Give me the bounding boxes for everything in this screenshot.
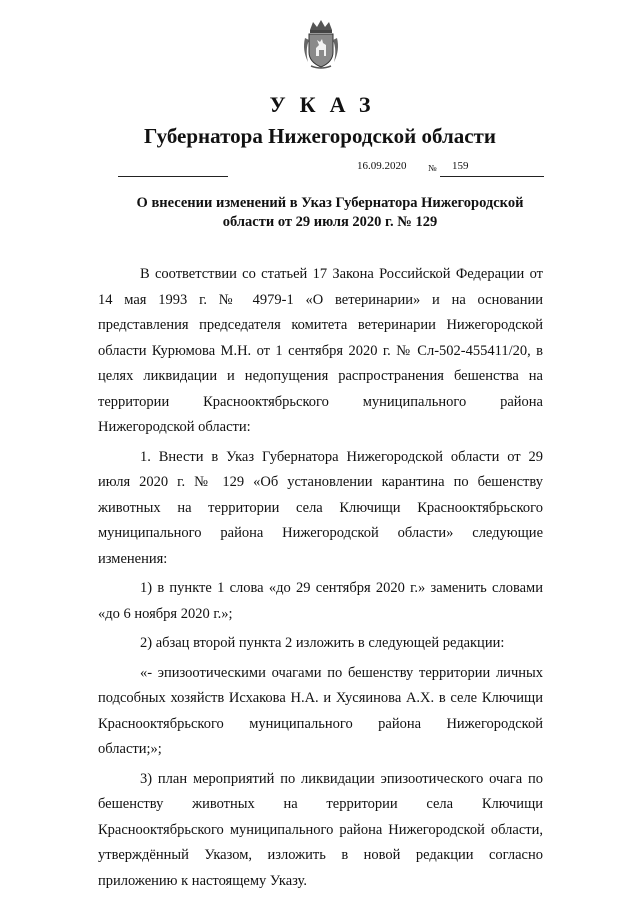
document-title: О внесении изменений в Указ Губернатора Нижегородской области от 29 июля 2020 г. № 129 [136, 195, 524, 230]
paragraph: 3) план мероприятий по ликвидации эпизоотического очага по бешенству животных на территории села Ключищи Краснооктябрьского муниципального района Нижегородской области, утверждённый Указом, изложить в новой редакции согласно приложению к настоящему Указу. [98, 770, 543, 889]
paragraph: 1. Внести в Указ Губернатора Нижегородской области от 29 июля 2020 г. № 129 «Об установлении карантина по бешенству животных на территории села Ключищи Краснооктябрьского муниципального района Нижегородской области» следующие изменения: [98, 448, 543, 567]
document-number: 159 [452, 160, 469, 172]
signature-date-line [118, 176, 228, 177]
document-date: 16.09.2020 [357, 160, 407, 172]
number-sign: № [428, 163, 437, 173]
issuer: Губернатора Нижегородской области [144, 124, 496, 148]
paragraph: 2) абзац второй пункта 2 изложить в следующей редакции: [140, 635, 505, 651]
paragraph: 1) в пункте 1 слова «до 29 сентября 2020 г.» заменить словами «до 6 ноября 2020 г.»; [98, 580, 543, 622]
paragraph: В соответствии со статьей 17 Закона Российской Федерации от 14 мая 1993 г. № 4979-1 «О ветеринарии» и на основании представления председателя комитета ветеринарии Нижегородской области Курюмова М.Н. от 1 сентября 2020 г. № Сл-502-455411/20, в целях ликвидации и недопущения распространения бешенства на территории Краснооктябрьского муниципального района Нижегородской области: [98, 266, 543, 435]
paragraph: «- эпизоотическими очагами по бешенству территории личных подсобных хозяйств Исхакова Н.А. и Хусяинова А.Х. в селе Ключищи Краснооктябрьского муниципального района Нижегородской области;»; [98, 664, 543, 757]
coat-of-arms-icon [302, 18, 340, 70]
number-line [440, 176, 544, 177]
document-type: УКАЗ [269, 92, 385, 117]
document-body [98, 262, 543, 898]
